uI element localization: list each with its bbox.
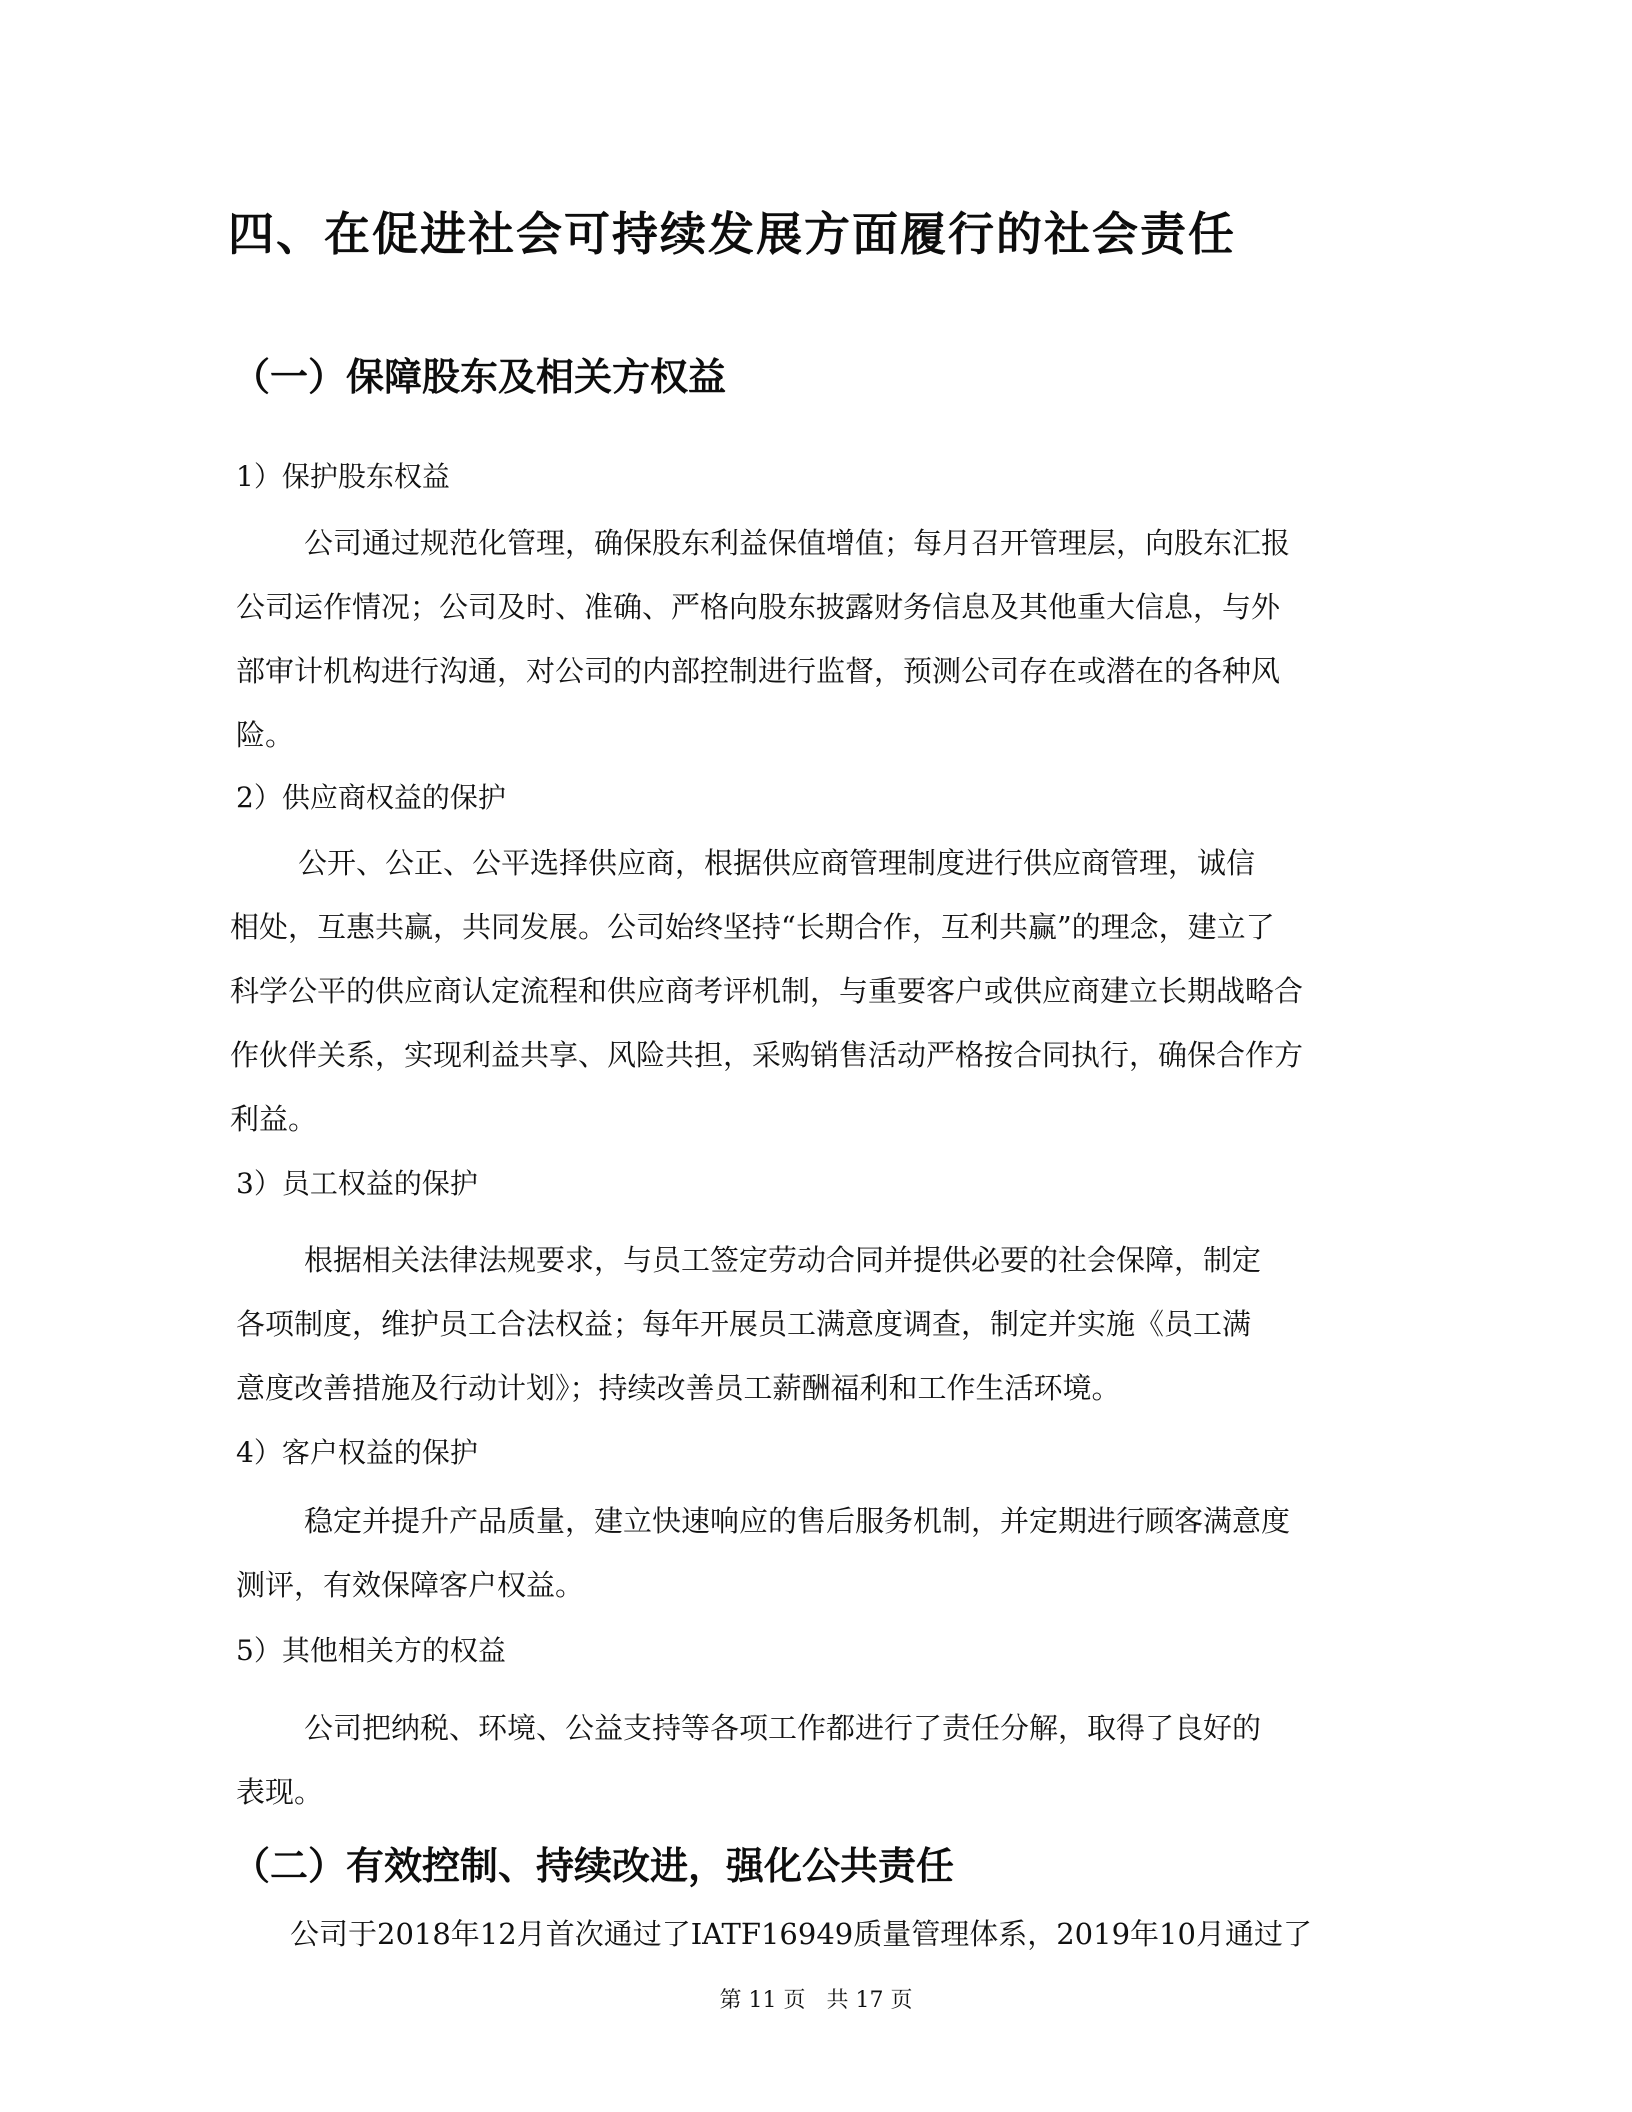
section-heading-2: （二）有效控制、持续改进，强化公共责任 bbox=[232, 1844, 955, 1888]
paragraph-line: 部审计机构进行沟通，对公司的内部控制进行监督，预测公司存在或潜在的各种风 bbox=[236, 654, 1281, 688]
item-label-4: 4）客户权益的保护 bbox=[236, 1436, 478, 1469]
paragraph-line: 利益。 bbox=[230, 1102, 318, 1136]
paragraph-line: 科学公平的供应商认定流程和供应商考评机制，与重要客户或供应商建立长期战略合 bbox=[230, 974, 1304, 1008]
page-title: 四、在促进社会可持续发展方面履行的社会责任 bbox=[228, 207, 1236, 261]
paragraph-line: 公司于2018年12月首次通过了IATF16949质量管理体系，2019年10月通过了 bbox=[290, 1917, 1312, 1951]
paragraph-line: 测评，有效保障客户权益。 bbox=[236, 1568, 585, 1602]
item-paragraph-5 bbox=[236, 1696, 1261, 1824]
paragraph-line: 表现。 bbox=[236, 1775, 324, 1809]
paragraph-line: 根据相关法律法规要求，与员工签定劳动合同并提供必要的社会保障，制定 bbox=[304, 1243, 1262, 1277]
item-paragraph-2 bbox=[230, 831, 1303, 1151]
item-label-2: 2）供应商权益的保护 bbox=[236, 781, 506, 814]
paragraph-line: 公司把纳税、环境、公益支持等各项工作都进行了责任分解，取得了良好的 bbox=[304, 1711, 1262, 1745]
item-paragraph-3 bbox=[236, 1228, 1261, 1420]
paragraph-line: 公司运作情况；公司及时、准确、严格向股东披露财务信息及其他重大信息，与外 bbox=[236, 590, 1281, 624]
section-heading-1: （一）保障股东及相关方权益 bbox=[232, 355, 727, 399]
paragraph-line: 相处，互惠共赢，共同发展。公司始终坚持“长期合作，互利共赢”的理念，建立了 bbox=[230, 910, 1275, 944]
paragraph-line: 公司通过规范化管理，确保股东利益保值增值；每月召开管理层，向股东汇报 bbox=[304, 526, 1291, 560]
section-2-paragraph bbox=[222, 1902, 1312, 1966]
paragraph-line: 意度改善措施及行动计划》；持续改善员工薪酬福利和工作生活环境。 bbox=[236, 1371, 1121, 1405]
paragraph-line: 作伙伴关系，实现利益共享、风险共担，采购销售活动严格按合同执行，确保合作方 bbox=[230, 1038, 1304, 1072]
item-label-5: 5）其他相关方的权益 bbox=[236, 1634, 506, 1667]
paragraph-line: 险。 bbox=[236, 718, 295, 752]
item-paragraph-4 bbox=[236, 1489, 1290, 1617]
item-label-3: 3）员工权益的保护 bbox=[236, 1167, 478, 1200]
paragraph-line: 公开、公正、公平选择供应商，根据供应商管理制度进行供应商管理，诚信 bbox=[298, 846, 1256, 880]
item-label-1: 1）保护股东权益 bbox=[236, 460, 450, 493]
item-paragraph-1 bbox=[236, 511, 1290, 767]
page-number-footer: 第 11 页 共 17 页 bbox=[719, 1988, 913, 2013]
paragraph-line: 稳定并提升产品质量，建立快速响应的售后服务机制，并定期进行顾客满意度 bbox=[304, 1504, 1291, 1538]
paragraph-line: 各项制度，维护员工合法权益；每年开展员工满意度调查，制定并实施《员工满 bbox=[236, 1307, 1252, 1341]
